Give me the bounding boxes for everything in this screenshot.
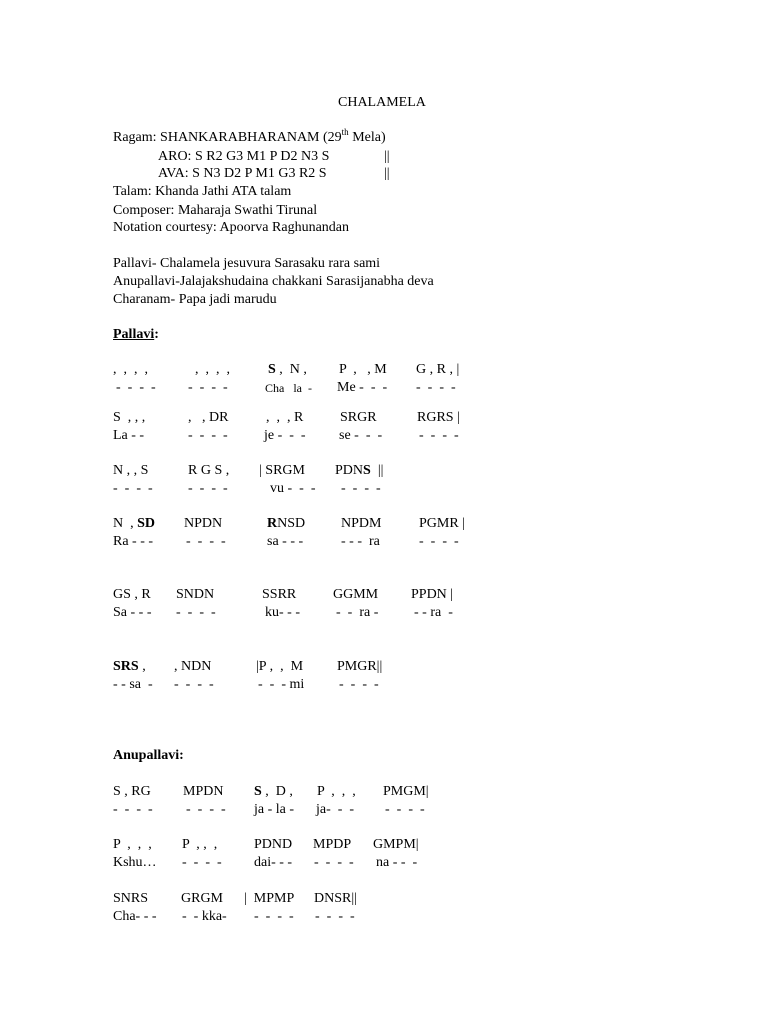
- lyric-cell: - - - -: [315, 909, 355, 924]
- notation-cell: DNSR||: [314, 891, 357, 906]
- notation-cell: GMPM|: [373, 837, 419, 852]
- notation-cell: P , , ,: [113, 837, 152, 852]
- lyric-cell: - - ra -: [336, 605, 379, 620]
- lyric-cell: La - -: [113, 428, 145, 443]
- notation-cell: S , RG: [113, 784, 151, 799]
- lyric-cell: Kshu…: [113, 855, 157, 870]
- notation-cell: | SRGM: [259, 463, 305, 478]
- lyric-cell: - - kka-: [182, 909, 227, 924]
- notation-cell: PDND: [254, 837, 293, 852]
- lyric-cell: - - - -: [188, 380, 228, 395]
- lyric-cell: - - - -: [113, 802, 153, 817]
- lyric-cell: - - - -: [188, 428, 228, 443]
- notation-cell: S , , ,: [113, 410, 146, 425]
- lyric-cell: Cha la -: [265, 381, 312, 395]
- lyric-cell: ku- - -: [265, 605, 300, 620]
- lyric-cell: ja- - -: [316, 802, 355, 817]
- avarohanam-bar: ||: [384, 166, 390, 181]
- notation-cell: , NDN: [174, 659, 212, 674]
- notation-cell: SRS ,: [113, 659, 146, 674]
- lyric-cell: - - - -: [314, 855, 354, 870]
- notation-cell: GGMM: [333, 587, 379, 602]
- notation-cell: RGRS |: [417, 410, 460, 425]
- anupallavi-heading: Anupallavi:: [113, 748, 184, 763]
- notation-cell: P , , M: [339, 362, 387, 377]
- notation-cell: PMGR||: [337, 659, 383, 674]
- lyric-cell: - - - -: [186, 534, 226, 549]
- pallavi-heading: Pallavi:: [113, 327, 159, 342]
- notation-cell: SNDN: [176, 587, 215, 602]
- lyric-cell: Cha- - -: [113, 909, 157, 924]
- lyric-cell: vu - - -: [270, 481, 316, 496]
- lyric-cell: - - - -: [174, 677, 214, 692]
- lyric-cell: se - - -: [339, 428, 383, 443]
- lyric-cell: - - - -: [419, 534, 459, 549]
- lyric-cell: - - - -: [416, 380, 456, 395]
- lyric-cell: - - - -: [113, 481, 153, 496]
- lyric-cell: na - - -: [376, 855, 418, 870]
- arohanam-line: ARO: S R2 G3 M1 P D2 N3 S: [158, 149, 330, 164]
- notation-cell: RNSD: [267, 516, 306, 531]
- notation-cell: N , , S: [113, 463, 149, 478]
- ragam-line: Ragam: SHANKARABHARANAM (29th Mela): [113, 127, 386, 145]
- lyric-cell: je - - -: [264, 428, 306, 443]
- notation-cell: P , , ,: [317, 784, 356, 799]
- pallavi-lyrics: Pallavi- Chalamela jesuvura Sarasaku rara sami: [113, 256, 381, 271]
- lyric-cell: - - - -: [176, 605, 216, 620]
- notation-cell: PDNS ||: [335, 463, 384, 478]
- talam-line: Talam: Khanda Jathi ATA talam: [113, 184, 292, 199]
- avarohanam-line: AVA: S N3 D2 P M1 G3 R2 S: [158, 166, 327, 181]
- notation-cell: PMGM|: [383, 784, 429, 799]
- notation-cell: N , SD: [113, 516, 156, 531]
- notation-cell: R G S ,: [188, 463, 230, 478]
- notation-cell: | MPMP: [244, 891, 295, 906]
- lyric-cell: - - - -: [339, 677, 379, 692]
- lyric-cell: - - - -: [254, 909, 294, 924]
- notation-cell: MPDP: [313, 837, 352, 852]
- notation-cell: S , D ,: [254, 784, 293, 799]
- notation-cell: PGMR |: [419, 516, 465, 531]
- lyric-cell: - - - -: [188, 481, 228, 496]
- charanam-lyrics: Charanam- Papa jadi marudu: [113, 292, 277, 307]
- composer-line: Composer: Maharaja Swathi Tirunal: [113, 203, 318, 218]
- notation-cell: SSRR: [262, 587, 297, 602]
- notation-cell: , , DR: [188, 410, 229, 425]
- notation-cell: , , , ,: [195, 362, 230, 377]
- notation-cell: GRGM: [181, 891, 224, 906]
- lyric-cell: - - - mi: [258, 677, 305, 692]
- anupallavi-lyrics: Anupallavi-Jalajakshudaina chakkani Sarasijanabha deva: [113, 274, 434, 289]
- notation-cell: S , N ,: [268, 362, 307, 377]
- lyric-cell: - - ra -: [414, 605, 453, 620]
- lyric-cell: - - - -: [419, 428, 459, 443]
- notation-cell: SNRS: [113, 891, 149, 906]
- notation-cell: , , , ,: [113, 362, 148, 377]
- lyric-cell: sa - - -: [267, 534, 304, 549]
- notation-cell: MPDN: [183, 784, 224, 799]
- notation-cell: GS , R: [113, 587, 151, 602]
- notation-cell: G , R , |: [416, 362, 460, 377]
- notation-cell: P , , ,: [182, 837, 218, 852]
- lyric-cell: Ra - - -: [113, 534, 154, 549]
- lyric-cell: dai- - -: [254, 855, 293, 870]
- arohanam-bar: ||: [384, 149, 390, 164]
- notation-cell: SRGR: [340, 410, 377, 425]
- lyric-cell: - - - -: [385, 802, 425, 817]
- lyric-cell: - - - -: [182, 855, 222, 870]
- notation-cell: NPDN: [184, 516, 223, 531]
- lyric-cell: Sa - - -: [113, 605, 152, 620]
- lyric-cell: - - - -: [186, 802, 226, 817]
- notation-cell: NPDM: [341, 516, 382, 531]
- lyric-cell: Me - - -: [337, 380, 388, 395]
- page-title: CHALAMELA: [338, 95, 426, 110]
- lyric-cell: - - - -: [341, 481, 381, 496]
- notation-cell: PPDN |: [411, 587, 454, 602]
- lyric-cell: - - - ra: [341, 534, 380, 549]
- notation-cell: , , , R: [266, 410, 304, 425]
- notation-cell: |P , , M: [256, 659, 304, 674]
- lyric-cell: - - sa -: [113, 677, 153, 692]
- lyric-cell: - - - -: [116, 380, 156, 395]
- lyric-cell: ja - la -: [254, 802, 295, 817]
- notation-credit-line: Notation courtesy: Apoorva Raghunandan: [113, 220, 350, 235]
